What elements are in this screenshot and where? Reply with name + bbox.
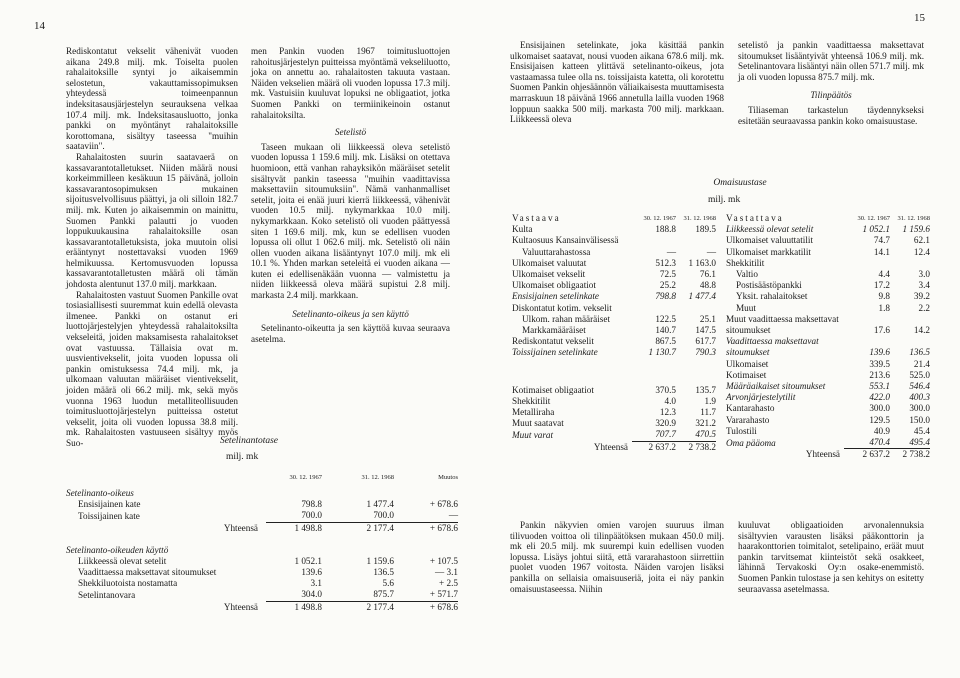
cell: 76.1	[699, 269, 716, 280]
col-header: Muutos	[438, 474, 458, 481]
paragraph: men Pankin vuoden 1967 toimitusluottojen rahoitusjärjestelyn puitteissa myöntämä vekseliluotto, joka on annettu ao. rahalaitosten takuuta vastaan. Näiden vekselien määrä oli vuoden lopussa 17.3 milj. mk. Vastuisiin kuuluvat lopuksi ne obligaatiot, jotka Suomen Pankki on termiinikeinoin ostanut rahalaitoksilta.	[251, 46, 450, 120]
bottom-right-text	[738, 520, 924, 594]
cell: 3.0	[918, 269, 930, 280]
cell: 14.1	[873, 246, 890, 257]
cell: 62.1	[913, 235, 930, 246]
cell: 798.8	[301, 499, 322, 510]
cell: 147.5	[695, 325, 716, 336]
paragraph: Ensisijainen setelinkate, joka käsittää pankin ulkomaiset saatavat, nousi vuoden aikana 678.6 milj. mk. Ensisijaisen katteen ylittävä setelinanto-oikeus, jota vastaamassa tulee olla ns. toissijaista katetta, oli korotettu Suomen Pankin ohjesäännön väliaikaisesta muuttamisesta marraskuun 18 päivänä 1966 annetulla lailla vuoden 1968 loppuun saakka 500 milj. markasta 700 milj. markkaan. Liikkeessä oleva	[510, 40, 724, 125]
row-label: Vaadittaessa maksettavat sitoumukset	[78, 567, 217, 578]
cell	[676, 303, 716, 314]
col-header: 30. 12. 1967	[289, 474, 322, 481]
cell: 12.3	[659, 407, 676, 418]
cell: 1.9	[704, 395, 716, 406]
table-row	[512, 291, 716, 302]
setelinantotase-unit: milj. mk	[226, 452, 259, 462]
row-label: Valuuttarahastossa	[522, 246, 591, 257]
row-label: Kotimaiset	[726, 369, 767, 380]
table-row	[512, 280, 716, 291]
cell: 17.2	[873, 280, 890, 291]
cell: 1 052.1	[294, 555, 322, 566]
table-row	[726, 359, 930, 370]
cell: 790.3	[695, 347, 716, 358]
cell: 470.4	[869, 437, 890, 448]
second-column-text	[251, 46, 450, 344]
row-label: Diskontatut kotim. vekselit	[512, 302, 612, 313]
table-row	[512, 325, 716, 336]
setelinantotase-title: Setelinantotase	[219, 436, 279, 446]
row-label: Oma pääoma	[726, 437, 776, 448]
vastaava-title: Vastaava	[512, 213, 561, 223]
section-title: Setelinanto-oikeuden käyttö	[66, 544, 169, 555]
cell: 9.8	[878, 291, 890, 302]
table-row	[512, 347, 716, 358]
paragraph: Rediskontatut vekselit vähenivät vuoden aikana 249.8 milj. mk. Toiselta puolen rahalaitoksille syntyi jo aikaisemmin selostetun, vakauttamissopimuksen yhteydessä toimeenpannun indeksitasausjärjestelyn seurauksena velkaa 107.4 milj. mk. Indeksitasausluotto, jonka pankki on myöntänyt rahalaitoksille korottomana, sisältyy taseessa "muihin saataviin".	[66, 46, 238, 152]
col-header: 31. 12. 1968	[897, 215, 930, 222]
cell: 3.4	[918, 280, 930, 291]
cell: 129.5	[869, 414, 890, 425]
row-label: Muut vaadittaessa maksettavat sitoumukset	[726, 313, 839, 336]
paragraph: Rahalaitosten vastuut Suomen Pankille ovat tosiasiallisesti suuremmat kuin edellä olevasta ilmenee. Pankki on ostanut eri luottojärjestelyjen yhteydessä rahalaitoksilta vekseleitä, joiden maksamisesta rahalaitokset ovat vastuussa. Tällaisia ovat m. uusvientivekselit, joita vuoden lopussa oli pankin omistuksessa 74.4 milj. mk, ja ulkomaan valuutan määräiset vientivekselit, joiden määrä oli 66.2 milj. mk, sekä myös vuonna 1963 luodun metalliteollisuuden toimitusluottojärjestelyn puitteissa ostetut vekselit, joita oli vuoden lopussa 38.8 milj. mk. Rahalaitosten vastuuseen sisältyy myös Suo-	[66, 289, 238, 448]
cell	[676, 235, 716, 246]
cell: 45.4	[913, 425, 930, 436]
cell: 2.2	[918, 302, 930, 313]
cell: 139.6	[869, 347, 890, 358]
cell: 1 477.4	[366, 499, 394, 510]
row-label: Muut varat	[512, 429, 554, 440]
cell: 136.5	[909, 347, 930, 358]
cell: —	[448, 510, 458, 521]
cell: 700.0	[373, 510, 394, 521]
table-row	[726, 392, 930, 403]
row-label: Ulkom. rahan määräiset	[522, 313, 611, 324]
cell: + 678.6	[394, 601, 458, 613]
table-row	[512, 385, 716, 396]
row-label: Kotimaiset obligaatiot	[512, 384, 594, 395]
cell: 1 052.1	[862, 224, 890, 235]
cell: 320.9	[655, 418, 676, 429]
row-label: Ulkomaiset valuuttatilit	[726, 235, 814, 246]
cell: 707.7	[655, 429, 676, 440]
cell: —	[666, 246, 676, 257]
row-label: Toissijainen setelinkate	[512, 347, 598, 358]
vastaava-table	[512, 213, 716, 453]
cell: —	[706, 246, 716, 257]
cell: — 3.1	[435, 567, 458, 578]
row-label: Metalliraha	[512, 407, 555, 418]
cell: 1.8	[878, 302, 890, 313]
cell: 188.8	[655, 224, 676, 235]
row-label: Ensisijainen kate	[78, 499, 141, 510]
row-label: Liikkeessä olevat setelit	[78, 555, 167, 566]
cell: 25.1	[699, 313, 716, 324]
cell: 300.0	[909, 403, 930, 414]
table-row	[512, 314, 716, 325]
third-column-text	[510, 40, 724, 125]
cell: 1 163.0	[688, 257, 716, 268]
cell: 40.9	[873, 425, 890, 436]
cell: 213.6	[869, 369, 890, 380]
row-label: Vaadittaessa maksettavat sitoumukset	[726, 336, 819, 358]
cell: 339.5	[869, 358, 890, 369]
page-number-left: 14	[34, 20, 45, 32]
table-row	[726, 381, 930, 392]
cell: 495.4	[909, 437, 930, 448]
left-column-text	[66, 46, 238, 449]
row-label: Ulkomaiset	[726, 358, 769, 369]
table-row	[512, 247, 716, 258]
cell: 700.0	[301, 510, 322, 521]
col-header: 31. 12. 1968	[683, 215, 716, 222]
cell: 39.2	[913, 291, 930, 302]
row-label: Setelintanovara	[78, 589, 136, 600]
cell: 74.7	[873, 235, 890, 246]
row-label: Ensisijainen setelinkate	[512, 291, 600, 302]
cell: 135.7	[695, 384, 716, 395]
cell: 14.2	[913, 325, 930, 336]
table-row	[512, 235, 716, 246]
col-header: 31. 12. 1968	[361, 474, 394, 481]
total-label: Yhteensä	[805, 449, 840, 460]
cell: 1 130.7	[648, 347, 676, 358]
row-label: Muut saatavat	[512, 418, 564, 429]
paragraph: Rahalaitosten suurin saatavaerä on kassavarantotalletukset. Niiden määrä nousi korkeimmilleen kesäkuun 15 päivänä, jolloin kassavarantosopimuksen mukainen sijoitusvelvollisuus päättyi, ja oli silloin 182.7 milj. mk. Kuten jo aikaisemmin on mainittu, Suomen Pankki palautti jo vuoden loppukuukausina rahalaitoksille osan kassavarantotalletuksista, joka muutoin olisi erääntynyt nostettavaksi vuoden 1969 helmikuussa. Kertomusvuoden lopussa kassavarantotalletusten määrä oli tämän johdosta alentunut 137.0 milj. markkaan.	[66, 151, 238, 290]
row-label: Yksit. rahalaitokset	[736, 291, 808, 302]
cell: 525.0	[909, 369, 930, 380]
paragraph: Pankin näkyvien omien varojen suuruus ilman tilivuoden voittoa oli tilinpäätöksen mukaan 450.0 milj. mk eli 20.5 milj. mk suurempi kuin edellisen vuoden lopussa. Lisäys johtui siitä, että vararahastoon siirrettiin puolet vuoden 1967 voitosta. Näiden varojen lisäksi pankilla on sellaisia omaisuuseriä, joita ei näy pankin omaisuustaseessa. Niihin	[510, 520, 724, 594]
section-heading-setelinanto: Setelinanto-oikeus ja sen käyttö	[292, 308, 409, 319]
row-label: Arvonjärjestelytilit	[726, 392, 796, 403]
cell: 17.6	[873, 325, 890, 336]
table-row	[726, 426, 930, 437]
cell: 400.3	[909, 392, 930, 403]
table-row	[726, 235, 930, 246]
cell: 2 738.2	[890, 449, 930, 461]
cell: 122.5	[655, 313, 676, 324]
row-label: Ulkomaiset obligaatiot	[512, 280, 596, 291]
cell: 370.5	[655, 384, 676, 395]
cell: 304.0	[301, 589, 322, 600]
row-label: Markkamääräiset	[522, 325, 586, 336]
cell: 470.5	[695, 429, 716, 440]
table-row	[512, 224, 716, 235]
cell: 553.1	[869, 381, 890, 392]
cell: 867.5	[655, 336, 676, 347]
cell: 12.4	[913, 246, 930, 257]
table-row	[726, 314, 930, 336]
cell: + 678.6	[429, 499, 458, 510]
table-row	[726, 224, 930, 235]
cell: 2 637.2	[632, 441, 676, 453]
row-label: Muut	[736, 302, 756, 313]
row-label: Shekkiluotoista nostamatta	[78, 578, 178, 589]
cell	[844, 258, 890, 269]
row-label: Ulkomaiset valuutat	[512, 257, 587, 268]
section-title: Setelinanto-oikeus	[66, 488, 134, 498]
row-label: Valtio	[736, 269, 758, 280]
table-row	[512, 258, 716, 269]
section-heading-setelisto: Setelistö	[334, 127, 367, 138]
omaisuustase-unit: milj. mk	[708, 195, 741, 205]
paragraph: Setelinanto-oikeutta ja sen käyttöä kuvaa seuraava asetelma.	[251, 323, 450, 344]
col-header: 30. 12. 1967	[643, 215, 676, 222]
table-row	[726, 247, 930, 258]
cell	[632, 235, 676, 246]
table-row	[512, 407, 716, 418]
cell: 48.8	[699, 280, 716, 291]
table-row	[726, 291, 930, 302]
row-label: Ulkomaiset markkatilit	[726, 246, 811, 257]
omaisuustase-title: Omaisuustase	[713, 178, 767, 188]
paragraph: Taseen mukaan oli liikkeessä oleva setelistö vuoden lopussa 1 159.6 milj. mk. Lisäksi on otettava huomioon, että vanhan rahayksikön määräiset setelit sisältyvät pankin taseessa "muihin vaadittavissa maksettaviin sitoumuksiin". Nämä vanhanmalliset setelit, joita ei enää juuri kierrä liikkeessä, vähenivät vuoden 10.5 milj. nykymarkkaa 10.0 milj. nykymarkkaan. Koko setelistö oli vuoden päättyessä siten 1 169.6 milj. mk, kun se edellisen vuoden lopussa oli ollut 1 062.6 milj. mk. Setelistö oli näin ollen vuoden aikana lisääntynyt 107.0 milj. mk eli 10.1 %. Yhden markan seteleitä ei vuoden aikana — kuten ei edellisenäkään vuonna — valmistettu ja niiden liikkeessä oleva määrä supistui 2.8 milj. markasta 2.4 milj. markkaan.	[251, 141, 450, 301]
cell: 3.1	[310, 578, 322, 589]
cell: 2 738.2	[676, 441, 716, 453]
cell: 139.6	[301, 567, 322, 578]
row-label: Kantarahasto	[726, 403, 775, 414]
table-row	[512, 396, 716, 407]
cell: + 678.6	[394, 522, 458, 534]
paragraph: setelistö ja pankin vaadittaessa maksettavat sitoumukset lisääntyivät yhteensä 106.9 milj. mk. Setelinantovara lisääntyi näin ollen 571.7 milj. mk ja oli vuoden lopussa 875.7 milj. mk.	[738, 40, 924, 82]
cell: + 571.7	[429, 589, 458, 600]
table-row	[512, 418, 716, 429]
cell: + 107.5	[429, 555, 458, 566]
cell: 1 477.4	[688, 291, 716, 302]
cell: 136.5	[373, 567, 394, 578]
row-label: Määräaikaiset sitoumukset	[726, 381, 826, 392]
cell: 1 498.8	[266, 601, 322, 613]
table-row	[726, 280, 930, 291]
cell: 21.4	[913, 358, 930, 369]
cell: 300.0	[869, 403, 890, 414]
cell: 321.2	[695, 418, 716, 429]
row-label: Postisäästöpankki	[736, 280, 802, 291]
cell: 25.2	[659, 280, 676, 291]
total-label: Yhteensä	[223, 601, 258, 612]
table-row	[512, 336, 716, 347]
table-row	[726, 403, 930, 414]
row-label: Vararahasto	[726, 414, 770, 425]
cell: 4.0	[664, 395, 676, 406]
cell: 5.6	[382, 578, 394, 589]
table-row	[726, 437, 930, 449]
cell: 512.3	[655, 257, 676, 268]
page-number-right: 15	[914, 12, 925, 24]
paragraph: Tiliaseman tarkastelun täydennykseksi esitetään seuraavassa pankin koko omaisuustase.	[738, 104, 924, 126]
table-row	[512, 429, 716, 441]
bottom-left-text	[510, 520, 724, 594]
paragraph: kuuluvat obligaatioiden arvonalennuksia sisältyvien varausten lisäksi pääkonttorin ja haarakonttorien toimitalot, setelipaino, eräät muut pankin tarvitsemat kiinteistöt sekä osakkeet, lähinnä Tervakoski Oy:n osake-enemmistö. Suomen Pankin tulostase ja sen kehitys on esitetty seuraavassa asetelmassa.	[738, 520, 924, 594]
vastattava-title: Vastattava	[726, 213, 784, 223]
cell: 2 177.4	[322, 601, 394, 613]
cell: 546.4	[909, 381, 930, 392]
total-label: Yhteensä	[223, 522, 258, 533]
vastattava-table	[726, 213, 930, 460]
table-row	[726, 415, 930, 426]
total-label: Yhteensä	[593, 441, 628, 452]
cell: 2 637.2	[844, 449, 890, 461]
cell: 1 498.8	[266, 522, 322, 534]
table-row	[726, 303, 930, 314]
setelinantotase-table	[66, 472, 458, 613]
col-header: 30. 12. 1967	[857, 215, 890, 222]
cell: 189.5	[695, 224, 716, 235]
row-label: Liikkeessä olevat setelit	[726, 224, 814, 235]
cell: 140.7	[655, 325, 676, 336]
cell: 798.8	[655, 291, 676, 302]
cell: 2 177.4	[322, 522, 394, 534]
cell: 617.7	[695, 336, 716, 347]
cell: 1 159.6	[366, 555, 394, 566]
cell: 875.7	[373, 589, 394, 600]
row-label: Kulta	[512, 224, 533, 235]
cell: + 2.5	[439, 578, 458, 589]
cell: 11.7	[700, 407, 716, 418]
table-row	[512, 303, 716, 314]
row-label: Kultaosuus Kansainvälisessä	[512, 235, 619, 246]
row-label: Tulostili	[726, 425, 757, 436]
table-row	[512, 269, 716, 280]
cell: 72.5	[659, 269, 676, 280]
cell	[632, 303, 676, 314]
row-label: Shekkitilit	[726, 257, 765, 268]
row-label: Rediskontatut vekselit	[512, 336, 594, 347]
table-row	[726, 336, 930, 358]
table-row	[726, 269, 930, 280]
cell: 150.0	[909, 414, 930, 425]
section-heading-tilinpaatos: Tilinpäätös	[810, 90, 852, 101]
table-row	[726, 258, 930, 269]
table-row	[726, 370, 930, 381]
cell: 1 159.6	[902, 224, 930, 235]
fourth-column-text	[738, 40, 924, 126]
row-label: Toissijainen kate	[78, 510, 140, 521]
row-label: Ulkomaiset vekselit	[512, 269, 586, 280]
cell: 422.0	[869, 392, 890, 403]
cell: 4.4	[878, 269, 890, 280]
cell	[890, 258, 930, 269]
row-label: Shekkitilit	[512, 395, 551, 406]
